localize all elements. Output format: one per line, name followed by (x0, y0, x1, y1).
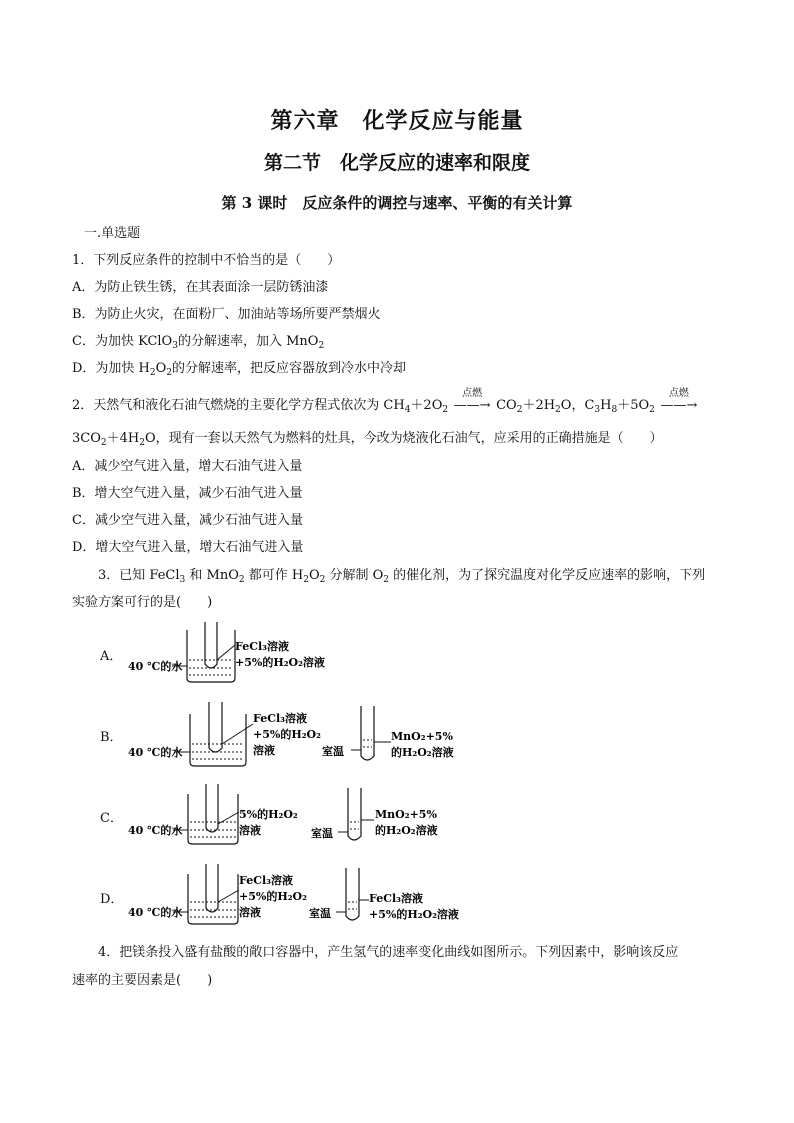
fig-b-reagent-2: +5%的H₂O₂ (253, 728, 321, 741)
fig-d-reagent-3: 溶液 (239, 906, 261, 919)
q2-stem-line1: 2．天然气和液化石油气燃烧的主要化学方程式依次为 $CH_4+2O_2$ 点燃 ——→ $CO_2+2H_2O$，$C_3H_8+5O_2$ 点燃 ——→ (72, 397, 703, 415)
fig-b-reagent-3: 溶液 (253, 744, 275, 757)
q3-option-d-label: D． (100, 892, 124, 907)
q2-stem-line2: $3CO_2+4H_2O$，现有一套以天然气为燃料的灶具，今改为烧液化石油气，应采用的正确措施是（ ） (72, 431, 663, 448)
fig-c-room-label: 室温 (311, 827, 333, 840)
q3-stem-line1: 3．已知 FeCl$_3$ 和 MnO$_2$ 都可作 $H_2O_2$ 分解制 $O_2$ 的催化剂，为了探究温度对化学反应速率的影响，下列 (98, 568, 706, 585)
fig-b-reagent-4: MnO₂+5% (391, 730, 453, 743)
q1-stem: 1．下列反应条件的控制中不恰当的是（ ） (72, 253, 341, 268)
chapter-title: 第六章 化学反应与能量 (270, 108, 524, 134)
fig-c-reagent-1: 5%的H₂O₂ (239, 808, 298, 821)
fig-d-reagent-1: FeCl₃溶液 (239, 874, 293, 887)
q2-option-b: B．增大空气进入量，减少石油气进入量 (72, 486, 303, 501)
q2-option-c: C．减少空气进入量，减少石油气进入量 (72, 513, 303, 528)
q3-figure-a (125, 620, 355, 694)
fig-b-room-label: 室温 (322, 745, 344, 758)
fig-c-water-label: 40 ℃的水 (128, 824, 183, 837)
fig-d-room-label: 室温 (309, 907, 331, 920)
q3-option-b-label: B． (100, 730, 123, 745)
q1-option-d: D．为加快 $H_2O_2$的分解速率，把反应容器放到冷水中冷却 (72, 361, 407, 378)
q3-figure-c (125, 782, 465, 856)
fig-a-water-label: 40 ℃的水 (128, 660, 183, 673)
q3-stem-line2: 实验方案可行的是( ) (72, 595, 213, 610)
fig-d-reagent-4: FeCl₃溶液 (369, 892, 423, 905)
lesson-title: 第 3 课时 反应条件的调控与速率、平衡的有关计算 (221, 194, 573, 212)
fig-d-reagent-2: +5%的H₂O₂ (239, 890, 307, 903)
q3-option-c-label: C． (100, 811, 123, 826)
q4-stem-line1: 4．把镁条投入盛有盐酸的敞口容器中，产生氢气的速率变化曲线如图所示。下列因素中，影响该反应 (98, 945, 679, 960)
fig-b-water-label: 40 ℃的水 (128, 746, 183, 759)
q4-stem-line2: 速率的主要因素是( ) (72, 973, 213, 988)
reaction-arrow: 点燃 ——→ (453, 388, 491, 413)
part-heading: 一.单选题 (84, 226, 141, 241)
fig-c-reagent-4: 的H₂O₂溶液 (375, 824, 438, 837)
q1-option-a: A．为防止铁生锈，在其表面涂一层防锈油漆 (72, 280, 329, 295)
fig-d-reagent-5: +5%的H₂O₂溶液 (369, 908, 459, 921)
fig-c-reagent-2: 溶液 (239, 824, 261, 837)
q2-option-a: A．减少空气进入量，增大石油气进入量 (72, 459, 303, 474)
q3-figure-b (125, 700, 475, 779)
q2-option-d: D．增大空气进入量，增大石油气进入量 (72, 540, 304, 555)
q1-option-b: B．为防止火灾，在面粉厂、加油站等场所要严禁烟火 (72, 307, 381, 322)
q3-figure-d (125, 862, 475, 936)
section-title: 第二节 化学反应的速率和限度 (263, 152, 530, 174)
fig-b-reagent-5: 的H₂O₂溶液 (391, 746, 454, 759)
fig-a-reagent-1: FeCl₃溶液 (235, 640, 289, 653)
fig-d-water-label: 40 ℃的水 (128, 906, 183, 919)
q3-option-a-label: A． (100, 649, 123, 664)
reaction-arrow: 点燃 ——→ (660, 388, 698, 413)
q1-option-c: C．为加快 KClO$_3$的分解速率，加入 MnO$_2$ (72, 334, 325, 351)
fig-b-reagent-1: FeCl₃溶液 (253, 712, 307, 725)
fig-c-reagent-3: MnO₂+5% (375, 808, 437, 821)
fig-a-reagent-2: +5%的H₂O₂溶液 (235, 656, 325, 669)
